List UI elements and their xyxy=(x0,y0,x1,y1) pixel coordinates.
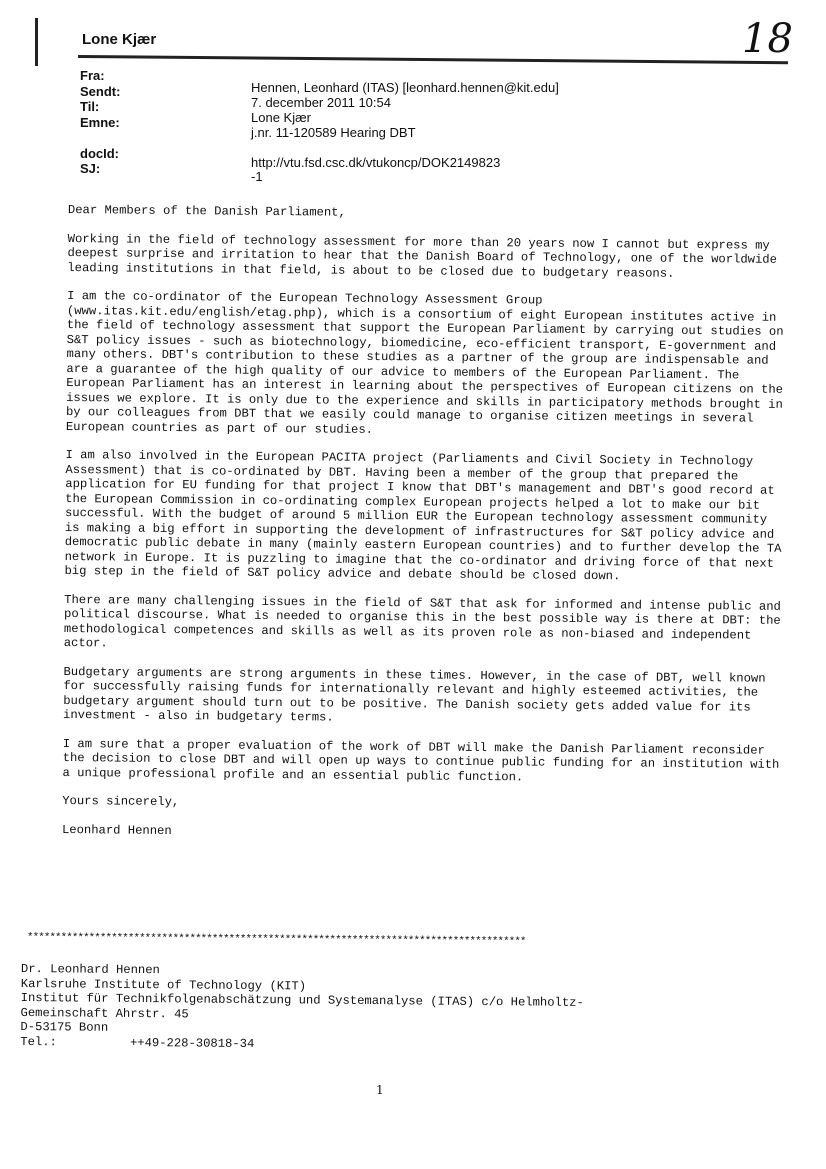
margin-rule xyxy=(35,18,38,66)
to-value: Lone Kjær xyxy=(251,110,311,125)
signature-name: Leonhard Hennen xyxy=(61,822,172,838)
paragraph-4: There are many challenging issues in the field of S&T that ask for informed and intense public and political discourse. What is needed to organise this in the best possible way is there at DBT: the methodological competences and skills as well as its proven role as non-biased and independent actor. xyxy=(63,592,789,651)
salutation: Dear Members of the Danish Parliament, xyxy=(67,203,346,220)
sj-link[interactable]: http://vtu.fsd.csc.dk/vtukoncp/DOK2149823 xyxy=(251,155,501,170)
paragraph-5: Budgetary arguments are strong arguments in these times. However, in the case of DBT, well known for successfully raising funds for internationally relevant and highly esteemed activities, the budgetary argument should turn out to be positive. The Danish society gets added value for its investment - also in budgetary terms. xyxy=(63,664,773,725)
from-label: Fra: xyxy=(80,68,105,83)
sent-value: 7. december 2011 10:54 xyxy=(251,95,391,110)
to-label: Til: xyxy=(80,99,100,114)
sent-label: Sendt: xyxy=(80,84,121,99)
from-value: Hennen, Leonhard (ITAS) [leonhard.hennen@kit.edu] xyxy=(251,80,559,95)
subject-value: j.nr. 11-120589 Hearing DBT xyxy=(251,125,416,140)
sender-name: Lone Kjær xyxy=(82,31,157,48)
signature-block xyxy=(20,962,584,1054)
paragraph-3: I am also involved in the European PACITA project (Parliaments and Civil Society in Technology Assessment) that is co-ordinated by DBT. Having been a member of the group that prepared the application for EU funding for that project I know that DBT's management and DBT's good record at the European Commission in co-ordinating complex European projects helped a lot to make our bit successful. With the budget of around 5 million EUR the European technology assessment community is making a big effort in supporting the development of infrastructures for S&T policy advice and democratic public debate in many (mainly eastern European countries) and to further develop the TA network in Europe. It is puzzling to imagine that the co-ordinator and driving force of that next big step in the field of S&T policy advice and debate should be closed down. xyxy=(64,447,789,584)
closing: Yours sincerely, xyxy=(62,793,180,810)
handwritten-page-mark: 18 xyxy=(742,16,793,62)
sj-suffix: -1 xyxy=(251,169,263,184)
sig-line-institute: Institut für Technikfolgenabschätzung und Systemanalyse (ITAS) c/o Helmholtz- xyxy=(20,990,584,1010)
sig-line-phone: Tel.: ++49-228-30818-34 xyxy=(20,1034,255,1051)
sig-line-name: Dr. Leonhard Hennen xyxy=(20,962,160,978)
header-rule xyxy=(78,55,788,64)
sj-label: SJ: xyxy=(80,161,101,176)
page-number: 1 xyxy=(376,1083,384,1097)
sig-line-city: D-53175 Bonn xyxy=(20,1019,109,1035)
paragraph-6: I am sure that a proper evaluation of the work of DBT will make the Danish Parliament reconsider the decision to close DBT and will open up ways to continue public funding for an institution with a unique professional profile and an essential public function. xyxy=(62,736,787,784)
subject-label: Emne: xyxy=(80,115,120,130)
paragraph-2: I am the co-ordinator of the European Technology Assessment Group (www.itas.kit.edu/english/etag.php), which is a consortium of eight European institutes active in the field of technology assessment that support the European Parliament by carrying out studies on S&T policy issues - such as biotechnology, biomedicine, eco-efficient transport, E-government and many others. DBT's contribution to these studies as a partner of the group are indispensable and are a guarantee of the high quality of our advice to members of the European Parliament. The European Parliament has an interest in learning about the perspectives of European citizens on the issues we explore. It is only due to the experience and skills in participatory methods brought in by our colleagues from DBT that we easily could manage to organise citizen meetings in several European countries as part of our studies. xyxy=(65,288,791,437)
sig-line-institution: Karlsruhe Institute of Technology (KIT) xyxy=(20,976,307,993)
separator-line: ***************************************************************************************** xyxy=(26,932,526,949)
letter-body xyxy=(61,203,791,858)
sig-line-street: Gemeinschaft Ahrstr. 45 xyxy=(20,1005,189,1021)
docid-label: docId: xyxy=(80,146,119,161)
paragraph-1: Working in the field of technology assessment for more than 20 years now I cannot but express my deepest surprise and irritation to hear that the Danish Board of Technology, one of the worldwide leading institutions in that field, is about to be closed due to budgetary reasons. xyxy=(67,231,785,281)
